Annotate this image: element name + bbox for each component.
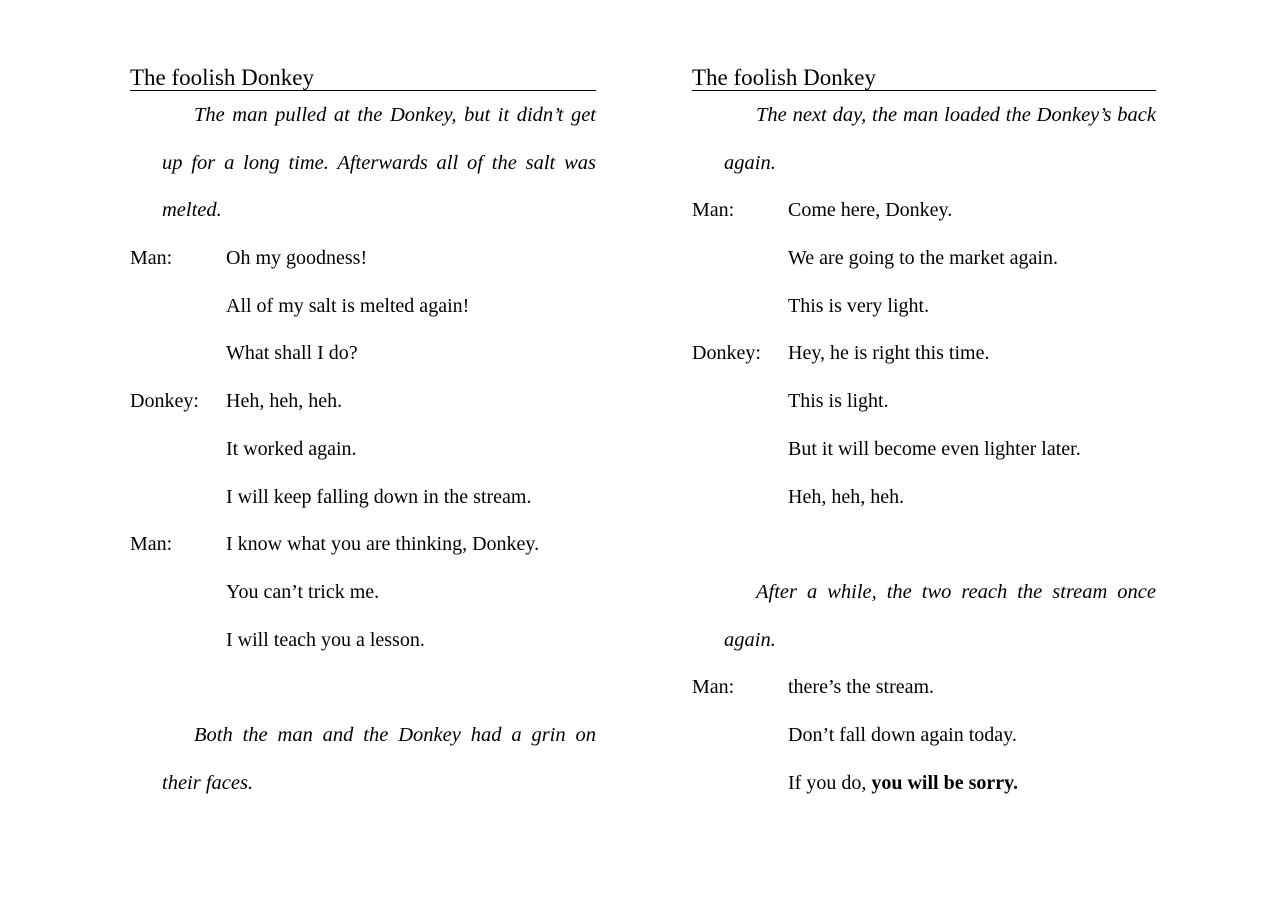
spacer [692,521,1156,569]
speaker-label: Man: [692,676,735,699]
dialogue-line [130,569,596,617]
dialogue-text: This is very light. [788,294,930,317]
dialogue-line [130,235,596,283]
spacer [130,664,596,712]
speaker-label: Man: [130,533,173,556]
dialogue-line [130,283,596,331]
dialogue-line [130,378,596,426]
speaker-label: Donkey: [130,390,199,413]
narration [162,712,596,807]
dialogue-text [788,760,1018,808]
dialogue-text: Heh, heh, heh. [788,485,905,508]
dialogue-line [692,283,1156,331]
dialogue-text: Come here, Donkey. [788,199,953,222]
dialogue-text: Oh my goodness! [226,247,368,270]
page-header: The foolish Donkey [130,64,596,91]
speaker-label: Donkey: [692,342,761,365]
dialogue-text: I will keep falling down in the stream. [226,485,532,508]
dialogue-line [130,330,596,378]
dialogue-text: What shall I do? [226,342,358,365]
dialogue-line [130,474,596,522]
dialogue-text: This is light. [788,390,889,413]
narration [162,92,596,235]
page-body [692,91,1156,807]
left-page [130,64,596,807]
narration-text: The next day, the man loaded the Donkey’s back again. [724,104,1156,174]
dialogue-line [130,426,596,474]
dialogue-line [692,235,1156,283]
right-page [692,64,1156,807]
narration-text: After a while, the two reach the stream once again. [724,580,1156,651]
speaker-label: Man: [130,247,173,270]
dialogue-text: Hey, he is right this time. [788,342,990,365]
dialogue-text: We are going to the market again. [788,247,1058,270]
dialogue-text: there’s the stream. [788,676,935,699]
narration [724,569,1156,664]
narration-text: Both the man and the Donkey had a grin on their faces. [162,723,596,794]
page-header: The foolish Donkey [692,64,1156,91]
speaker-label: Man: [692,199,735,222]
dialogue-line [692,760,1156,808]
dialogue-text: It worked again. [226,437,357,460]
narration [724,92,1156,187]
dialogue-text: Don’t fall down again today. [788,724,1017,746]
page-body [130,91,596,807]
dialogue-text: I know what you are thinking, Donkey. [226,533,540,556]
dialogue-line [130,617,596,665]
final-line-emphasis: you will be sorry. [871,771,1018,794]
dialogue-text: Heh, heh, heh. [226,390,343,413]
final-line-prefix: If you do, [788,771,872,794]
dialogue-line [692,330,1156,378]
dialogue-line [692,712,1156,760]
dialogue-text: All of my salt is melted again! [226,294,470,317]
dialogue-line [692,664,1156,712]
dialogue-line [692,474,1156,522]
dialogue-text: But it will become even lighter later. [788,437,1081,460]
dialogue-text: You can’t trick me. [226,580,380,603]
dialogue-line [692,187,1156,235]
dialogue-line [692,426,1156,474]
dialogue-line [130,521,596,569]
dialogue-text: I will teach you a lesson. [226,628,425,651]
narration-text: The man pulled at the Donkey, but it didn’t get up for a long time. Afterwards all of the salt was melted. [162,104,596,222]
dialogue-line [692,378,1156,426]
